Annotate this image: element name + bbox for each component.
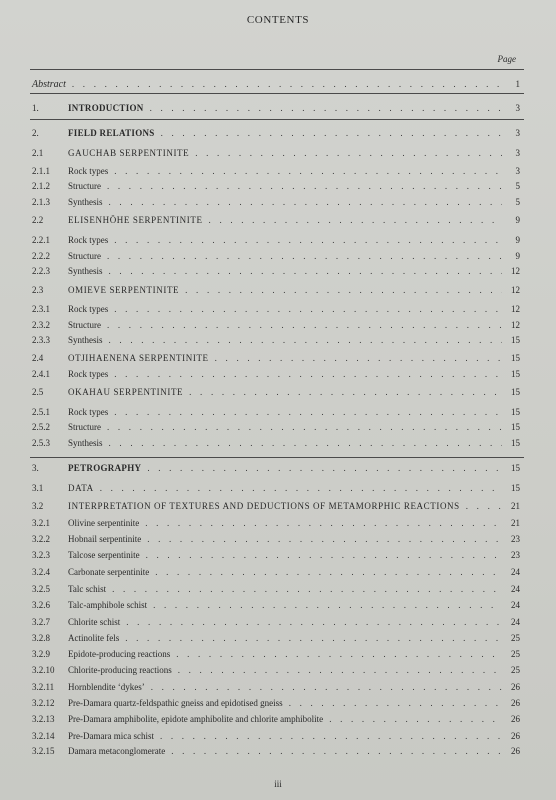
toc-entry-title: INTERPRETATION OF TEXTURES AND DEDUCTIONS OF METAMORPHIC REACTIONS: [68, 501, 460, 511]
toc-entry-title: Talcose serpentinite: [68, 550, 140, 560]
toc-entry: [32, 368, 520, 380]
dot-leader: [125, 633, 502, 644]
toc-entry-title: Carbonate serpentinite: [68, 567, 150, 577]
toc-entry: [32, 730, 520, 742]
toc-entry-page: 15: [511, 335, 520, 345]
toc-entry: [32, 500, 520, 512]
toc-entry-title: Synthesis: [68, 335, 103, 345]
toc-entry-page: 21: [511, 518, 520, 528]
toc-entry-page: 5: [515, 181, 520, 191]
contents-title: CONTENTS: [246, 14, 310, 26]
toc-entry-title: Synthesis: [68, 266, 103, 276]
toc-entry-page: 15: [511, 463, 520, 473]
dot-leader: [114, 235, 502, 246]
dot-leader: [150, 103, 502, 114]
toc-entry-number: 1.: [32, 103, 39, 113]
toc-entry: [32, 681, 520, 693]
toc-entry-page: 15: [511, 438, 520, 448]
toc-entry: [32, 482, 520, 494]
toc-entry: [32, 697, 520, 709]
toc-entry-number: 2.1.2: [32, 181, 50, 191]
toc-entry-page: 3: [515, 166, 520, 176]
section-rule: [30, 457, 524, 458]
toc-entry-title: Structure: [68, 320, 101, 330]
toc-entry-page: 15: [511, 353, 520, 363]
toc-entry-page: 3: [515, 148, 520, 158]
dot-leader: [153, 600, 502, 611]
page-column-header: Page: [497, 54, 516, 64]
toc-entry-number: 2.2: [32, 215, 44, 225]
toc-entry-number: 3.2.2: [32, 534, 50, 544]
toc-entry-title: Talc-amphibole schist: [68, 600, 148, 610]
toc-entry-title: Actinolite fels: [68, 633, 120, 643]
toc-entry-number: 3.2.14: [32, 731, 55, 741]
toc-entry-page: 9: [515, 235, 520, 245]
dot-leader: [109, 266, 502, 277]
toc-entry: [32, 664, 520, 676]
toc-entry: [32, 386, 520, 398]
toc-entry-title: Rock types: [68, 369, 109, 379]
dot-leader: [107, 422, 502, 433]
dot-leader: [100, 483, 502, 494]
toc-entry-title: OKAHAU SERPENTINITE: [68, 387, 184, 397]
toc-entry: [32, 303, 520, 315]
dot-leader: [126, 617, 502, 628]
toc-entry-page: 3: [515, 103, 520, 113]
toc-entry-number: 2.3.3: [32, 335, 50, 345]
toc-entry: [32, 78, 520, 90]
toc-entry: [32, 462, 520, 474]
toc-entry-page: 26: [511, 731, 520, 741]
toc-entry-title: Structure: [68, 181, 101, 191]
toc-entry-number: 2.4.1: [32, 369, 50, 379]
toc-entry-title: GAUCHAB SERPENTINITE: [68, 148, 190, 158]
toc-entry-page: 23: [511, 550, 520, 560]
toc-entry-page: 26: [511, 698, 520, 708]
toc-entry-title: INTRODUCTION: [68, 103, 144, 113]
dot-leader: [72, 79, 502, 90]
toc-entry-title: Chlorite-producing reactions: [68, 665, 172, 675]
toc-entry: [32, 265, 520, 277]
toc-entry-number: 2.2.1: [32, 235, 50, 245]
toc-entry-number: 2.: [32, 128, 39, 138]
toc-entry: [32, 334, 520, 346]
toc-entry-title: PETROGRAPHY: [68, 463, 142, 473]
dot-leader: [185, 285, 502, 296]
toc-entry-title: Structure: [68, 251, 101, 261]
toc-entry-number: 2.5.2: [32, 422, 50, 432]
toc-entry: [32, 437, 520, 449]
toc-entry-number: 3.2.6: [32, 600, 50, 610]
toc-entry-page: 24: [511, 617, 520, 627]
toc-entry: [32, 180, 520, 192]
dot-leader: [466, 501, 502, 512]
toc-entry-number: 2.4: [32, 353, 44, 363]
toc-entry-number: 3.2.8: [32, 633, 50, 643]
dot-leader: [147, 534, 502, 545]
toc-entry-page: 26: [511, 746, 520, 756]
toc-entry-page: 15: [511, 483, 520, 493]
toc-entry-number: 3.2.12: [32, 698, 55, 708]
toc-entry: [32, 549, 520, 561]
toc-entry-page: 25: [511, 649, 520, 659]
toc-entry-number: 3.2.11: [32, 682, 55, 692]
toc-entry-number: 3.2: [32, 501, 44, 511]
dot-leader: [161, 128, 502, 139]
toc-entry-title: Synthesis: [68, 197, 103, 207]
toc-entry: [32, 616, 520, 628]
toc-entry-number: 3.2.1: [32, 518, 50, 528]
toc-entry-page: 23: [511, 534, 520, 544]
dot-leader: [146, 550, 502, 561]
toc-entry-page: 15: [511, 422, 520, 432]
dot-leader: [109, 197, 502, 208]
dot-leader: [109, 335, 502, 346]
toc-entry: [32, 127, 520, 139]
dot-leader: [114, 407, 502, 418]
toc-entry: [32, 406, 520, 418]
toc-entry-number: 3.2.13: [32, 714, 55, 724]
toc-entry-title: Structure: [68, 422, 101, 432]
toc-entry-page: 12: [511, 285, 520, 295]
toc-entry: [32, 745, 520, 757]
toc-entry-title: Epidote-producing reactions: [68, 649, 171, 659]
toc-entry-page: 1: [515, 79, 520, 89]
toc-entry: [32, 102, 520, 114]
toc-entry: [32, 147, 520, 159]
toc-entry-page: 5: [515, 197, 520, 207]
toc-entry-title: Talc schist: [68, 584, 107, 594]
dot-leader: [107, 181, 502, 192]
dot-leader: [289, 698, 502, 709]
toc-entry-title: Olivine serpentinite: [68, 518, 140, 528]
dot-leader: [114, 166, 502, 177]
dot-leader: [107, 251, 502, 262]
toc-entry-page: 15: [511, 387, 520, 397]
toc-entry-title: Abstract: [32, 79, 66, 90]
toc-entry: [32, 214, 520, 226]
dot-leader: [151, 682, 502, 693]
toc-entry: [32, 284, 520, 296]
dot-leader: [155, 567, 502, 578]
toc-entry-page: 3: [515, 128, 520, 138]
toc-entry-number: 2.1.1: [32, 166, 50, 176]
toc-entry: [32, 234, 520, 246]
toc-entry: [32, 533, 520, 545]
toc-entry-title: Chlorite schist: [68, 617, 121, 627]
toc-entry-page: 26: [511, 714, 520, 724]
toc-entry-title: FIELD RELATIONS: [68, 128, 155, 138]
toc-entry-number: 3.2.10: [32, 665, 55, 675]
toc-entry-title: Rock types: [68, 304, 109, 314]
toc-entry-page: 12: [511, 320, 520, 330]
section-rule: [30, 119, 524, 120]
toc-entry-page: 25: [511, 633, 520, 643]
toc-entry: [32, 196, 520, 208]
dot-leader: [178, 665, 502, 676]
toc-entry-title: Rock types: [68, 235, 109, 245]
toc-entry-title: Damara metaconglomerate: [68, 746, 166, 756]
toc-entry-number: 2.2.3: [32, 266, 50, 276]
toc-entry-page: 9: [515, 251, 520, 261]
toc-entry: [32, 648, 520, 660]
dot-leader: [109, 438, 502, 449]
toc-entry-number: 3.2.3: [32, 550, 50, 560]
toc-entry: [32, 352, 520, 364]
toc-entry: [32, 713, 520, 725]
toc-entry-number: 2.3.2: [32, 320, 50, 330]
toc-entry-number: 2.5.3: [32, 438, 50, 448]
dot-leader: [145, 518, 502, 529]
toc-entry-page: 12: [511, 304, 520, 314]
section-rule: [30, 93, 524, 94]
toc-entry-title: DATA: [68, 483, 94, 493]
toc-entry-number: 3.2.5: [32, 584, 50, 594]
dot-leader: [107, 320, 502, 331]
dot-leader: [195, 148, 502, 159]
toc-entry-number: 2.1.3: [32, 197, 50, 207]
toc-entry-page: 15: [511, 369, 520, 379]
toc-entry-number: 2.5.1: [32, 407, 50, 417]
dot-leader: [329, 714, 502, 725]
toc-entry-number: 2.5: [32, 387, 44, 397]
toc-entry: [32, 599, 520, 611]
dot-leader: [176, 649, 502, 660]
dot-leader: [215, 353, 502, 364]
toc-entry-title: Pre-Damara mica schist: [68, 731, 154, 741]
toc-entry-page: 24: [511, 567, 520, 577]
dot-leader: [114, 369, 502, 380]
toc-entry-title: Rock types: [68, 407, 109, 417]
toc-entry-page: 21: [511, 501, 520, 511]
toc-entry-page: 15: [511, 407, 520, 417]
dot-leader: [160, 731, 502, 742]
toc-entry-number: 3.2.4: [32, 567, 50, 577]
toc-entry-number: 3.2.9: [32, 649, 50, 659]
toc-entry-number: 3.1: [32, 483, 44, 493]
toc-entry: [32, 632, 520, 644]
toc-entry-page: 26: [511, 682, 520, 692]
toc-entry-number: 2.1: [32, 148, 44, 158]
toc-entry-number: 2.3.1: [32, 304, 50, 314]
toc-entry-page: 25: [511, 665, 520, 675]
toc-entry-page: 24: [511, 584, 520, 594]
toc-entry: [32, 517, 520, 529]
toc-entry: [32, 583, 520, 595]
toc-entry-number: 3.2.15: [32, 746, 55, 756]
toc-entry-title: ELISENHÖHE SERPENTINITE: [68, 215, 203, 225]
toc-entry: [32, 165, 520, 177]
toc-entry-title: Synthesis: [68, 438, 103, 448]
toc-entry-page: 12: [511, 266, 520, 276]
toc-entry-title: OTJIHAENENA SERPENTINITE: [68, 353, 209, 363]
toc-entry-page: 9: [515, 215, 520, 225]
toc-entry-title: Pre-Damara quartz-feldspathic gneiss and epidotised gneiss: [68, 698, 283, 708]
toc-entry-number: 3.2.7: [32, 617, 50, 627]
toc-entry-number: 2.2.2: [32, 251, 50, 261]
dot-leader: [147, 463, 502, 474]
toc-entry-title: Hobnail serpentinite: [68, 534, 142, 544]
toc-entry-number: 3.: [32, 463, 39, 473]
dot-leader: [171, 746, 502, 757]
toc-entry: [32, 250, 520, 262]
dot-leader: [112, 584, 502, 595]
toc-entry-page: 24: [511, 600, 520, 610]
toc-entry-title: Pre-Damara amphibolite, epidote amphibolite and chlorite amphibolite: [68, 714, 324, 724]
toc-entry-title: OMIEVE SERPENTINITE: [68, 285, 180, 295]
toc-entry-title: Rock types: [68, 166, 109, 176]
dot-leader: [114, 304, 502, 315]
toc-entry: [32, 421, 520, 433]
toc-entry-title: Hornblendite ‘dykes’: [68, 682, 145, 692]
toc-entry: [32, 319, 520, 331]
toc-entry-number: 2.3: [32, 285, 44, 295]
toc-entry: [32, 566, 520, 578]
dot-leader: [189, 387, 502, 398]
dot-leader: [209, 215, 502, 226]
page-number: iii: [274, 779, 282, 789]
